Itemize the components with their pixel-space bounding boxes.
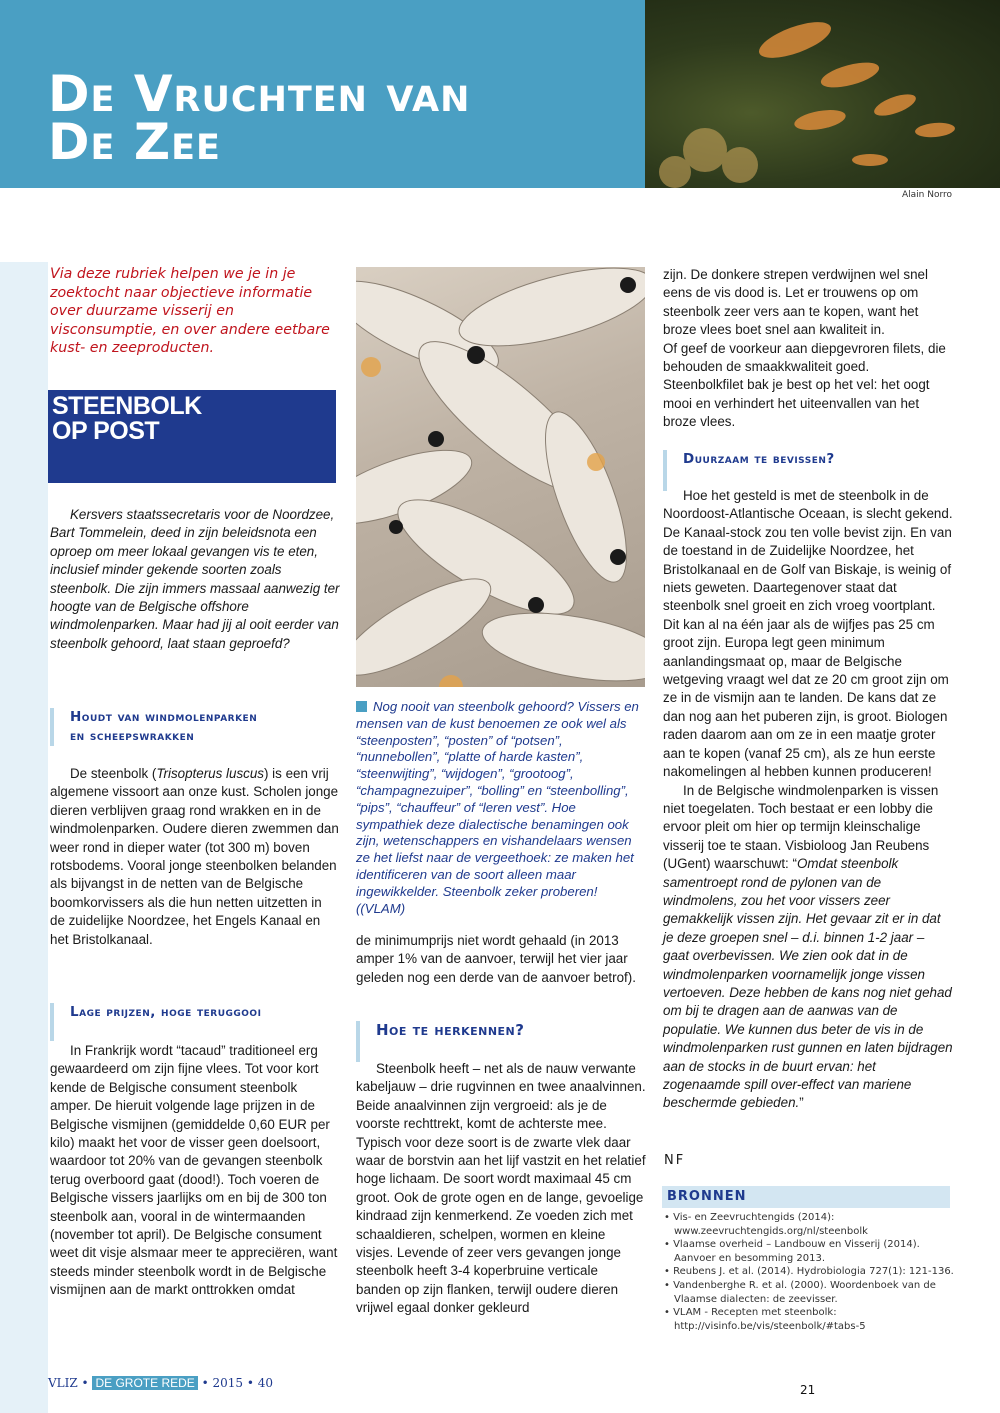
herkennen-paragraph-3: Of geef de voorkeur aan diepgevroren filets, die behouden de smaakkwaliteit goed. (663, 340, 946, 375)
source-item: • VLAM - Recepten met steenbolk: http://visinfo.be/vis/steenbolk/#tabs-5 (664, 1306, 954, 1333)
header-band (0, 0, 645, 188)
footer-org: VLIZ • (48, 1376, 89, 1390)
fish-school-illustration (645, 0, 1000, 188)
section-prijzen-continued (356, 932, 646, 987)
reubens-quote: Omdat steenbolk samentroept rond de pylonen van de windmolens, zou het voor vissers zeer gemakkelijk vissen zijn. Het gevaar zit er in dat je deze groepen snel – d.i. binnen 1-2 jaar – gaat overbevissen. We zien ook dat in de windmolenparken voornamelijk jonge vissen vertoeven. Deze hebben de kans nog niet gehad om bij te dragen aan de aanwas van de populatie. We kunnen dus beter de vis in de windmolenparken rust gunnen en laten bijdragen aan de stocks in de buurt ervan: het zogenaamde spill over-effect van mariene beschermde gebieden. (663, 856, 953, 1111)
sources-heading: BRONNEN (662, 1186, 950, 1208)
author-signature: NF (664, 1153, 686, 1168)
fish-pile-illustration (356, 267, 645, 687)
heading-hoe-te-herkennen-text: Hoe te herkennen? (376, 1021, 525, 1039)
section-herkennen-body (356, 1060, 646, 1318)
source-item: • Vis- en Zeevruchtengids (2014): www.zeevruchtengids.org/nl/steenbolk (664, 1211, 954, 1238)
heading-lage-prijzen (50, 1003, 345, 1041)
duurzaam-paragraph-1: Hoe het gesteld is met de steenbolk in de Noordoost-Atlantische Oceaan, is slecht gekend. De Kanaal-stock zou ten volle bevist zijn. En van de toestand in de Zuidelijke Noordzee, het Bristolkanaal en de Golf van Biskaje, is weinig of niets geweten. Daartegenover staat dat steenbolk snel groeit en zich vroeg voortplant. Dit kan al na één jaar als de wijfjes pas 25 cm groot zijn. Europa legt geen minimum aanlandingsmaat op, maar de Belgische wetgeving vraagt wel dat ze 20 cm groot zijn om ze in de vismijn aan te landen. De kans dat ze dan nog aan het puberen zijn, is groot. Biologen raden daarom aan om ze in een maatje groter aan te kopen (vanaf 25 cm), als ze hun eerste nakomelingen al hebben kunnen produceren! (663, 488, 953, 780)
section-windmolenparken-body (50, 765, 340, 949)
article-title-box (48, 390, 336, 483)
herkennen-paragraph-1: Steenbolk heeft – net als de nauw verwante kabeljauw – drie rugvinnen en twee anaalvinnen. Beide anaalvinnen zijn vergroeid: als je de voorste rechttrekt, komt de achterste mee. Typisch voor deze soort is de zwarte vlek daar waar de borstvin aan het lijf vastzit en het relatief hoge lichaam. De soort wordt maximaal 45 cm groot. Ook de grote ogen en de lange, gevoelige kindraad zijn kenmerkend. Ze voeden zich met schaaldieren, schelpen, wormen en kleine visjes. Levende of zeer vers gevangen jonge steenbolk heeft 3-4 koperbruine verticale banden op zijn flanken, terwijl oudere dieren vrijwel egaal donker gekleurd (356, 1061, 646, 1316)
prijzen-paragraph-1: In Frankrijk wordt “tacaud” traditioneel erg gewaardeerd om zijn fijne vlees. Tot voor kort kende de Belgische consument steenbolk amper. De hieruit volgende lage prijzen in de Belgische vismijnen (gemiddelde 0,60 EUR per kilo) maakt het voor de visser geen doelsoort, waardoor tot 20% van de gevangen steenbolk terug overboord gaat (dood!). Toch voeren de Belgische vissers jaarlijks om en bij de 300 ton steenbolk aan, vooral in de wintermaanden (november tot april). De Belgische consument weet dit visje alsmaar meer te appreciëren, want steeds minder steenbolk wordt in de Belgische vismijnen aan de markt onttrokken omdat (50, 1043, 338, 1298)
footer-issue: • 2015 • 40 (201, 1376, 274, 1390)
sources-list (664, 1211, 954, 1333)
heading-hoe-te-herkennen (356, 1021, 646, 1062)
photo-caption (356, 699, 646, 917)
article-title-line2: OP POST (52, 417, 160, 445)
intro-text: Via deze rubriek helpen we je in je zoektocht naar objectieve informatie over duurzame visserij en visconsumptie, en over andere eetbare kust- en zeeproducten. (50, 266, 330, 356)
heading-duurzaam-text: Duurzaam te bevissen? (683, 451, 835, 467)
caption-text: Nog nooit van steenbolk gehoord? Vissers en mensen van de kust benoemen ze ook wel als “steenposten”, “posten” of “potsen”, “nunnebollen”, “platte of harde kasten”, “steenwijting”, “wijdogen”, “grootoog”, “champagnezuiper”, “bolling” en “steenbolling”, “pips”, “chauffeur” of “leren vest”. Hoe sympathiek deze dialectische benamingen ook zijn, wetenschappers en vishandelaars wensen ze het liefst naar de vergeethoek: ze maken het identificeren van de soort alleen maar ingewikkelder. Steenbolk zeker proberen! ((VLAM) (356, 699, 639, 916)
left-margin-strip (0, 262, 48, 1413)
duurzaam-paragraph-2: In de Belgische windmolenparken is vissen niet toegelaten. Toch bestaat er een lobby die ervoor pleit om hier op termijn kleinschalige visserij toe te staan. Visbioloog Jan Reubens (UGent) waarschuwt: “Omdat steenbolk samentroept rond de pylonen van de windmolens, zou het voor vissers zeer gemakkelijk vissen zijn. Het gevaar zit er in dat je deze groepen snel – d.i. binnen 1-2 jaar – gaat overbevissen. We zien ook dat in de windmolenparken voornamelijk jonge vissen vertoeven. Deze hebben de kans nog niet gehad om bij te dragen aan de aanwas van de populatie. We kunnen dus beter de vis in de windmolenparken rust gunnen en laten bijdragen aan de stocks in de buurt ervan: het zogenaamde spill over-effect van mariene beschermde gebieden.” (663, 782, 953, 1111)
heading-lage-prijzen-text: Lage prijzen, hoge teruggooi (70, 1004, 262, 1020)
windmolen-paragraph: De steenbolk (Trisopterus luscus) is een vrij algemene vissoort aan onze kust. Scholen jonge dieren verblijven graag rond wrakken en in de windmolenparken. Oudere dieren zwemmen dan weer rond in dieper water (tot 300 m) boven rotsbodems. Vooral jonge steenbolken belanden als bijvangst in de netten van de Belgische boomkorvissers als die hun netten uitzetten in de zuidelijke Noordzee, het Engels Kanaal en het Bristolkanaal. (50, 766, 339, 947)
fish-pile-photo (356, 267, 645, 687)
lead-paragraph (50, 506, 340, 653)
page-number: 21 (800, 1383, 816, 1397)
section-duurzaam-body (663, 487, 953, 1113)
heading-duurzaam-te-bevissen (663, 450, 953, 491)
source-item: • Vandenberghe R. et al. (2000). Woordenboek van de Vlaamse dialecten: de zeevisser. (664, 1279, 954, 1306)
header-photo-fish-in-water (645, 0, 1000, 188)
herkennen-paragraph-4: Steenbolkfilet bak je best op het vel: het oogt mooi en verhindert het uiteenvallen van het broze vlees. (663, 377, 930, 430)
article-title-line1: STEENBOLK (52, 392, 202, 420)
page-title: De Vruchten van De Zee (48, 65, 471, 171)
lead-text: Kersvers staatssecretaris voor de Noordzee, Bart Tommelein, deed in zijn beleidsnota een oproep om meer lokaal gevangen vis te eten, inclusief minder gekende soorten zoals steenbolk. Die zijn immers massaal aanwezig ter hoogte van de Belgische offshore windmolenparken. Maar had jij al ooit eerder van steenbolk gehoord, laat staan geproefd? (50, 507, 340, 651)
section-prijzen-body (50, 1042, 340, 1300)
footer-magazine: DE GROTE REDE (92, 1376, 197, 1390)
species-name: Trisopterus luscus (156, 766, 264, 781)
heading-windmolenparken-line2: en scheepswrakken (70, 728, 195, 744)
heading-windmolenparken-line1: Houdt van windmolenparken (70, 709, 258, 725)
herkennen-paragraph-2: zijn. De donkere strepen verdwijnen wel snel eens de vis dood is. Let er trouwens op om steenbolk zeer vers aan te kopen, want het broze vlees boet snel aan kwaliteit in. (663, 267, 928, 338)
heading-windmolenparken (50, 708, 345, 746)
source-item: • Vlaamse overheid – Landbouw en Visserij (2014). Aanvoer en besomming 2013. (664, 1238, 954, 1265)
caption-marker-icon (356, 701, 367, 712)
source-item: • Reubens J. et al. (2014). Hydrobiologia 727(1): 121-136. (664, 1265, 954, 1279)
section-herkennen-continued (663, 266, 953, 432)
prijzen-paragraph-2: de minimumprijs niet wordt gehaald (in 2013 amper 1% van de aanvoer, terwijl het vier jaar geleden nog een derde van de aanvoer betrof). (356, 933, 636, 985)
footer-publication (48, 1376, 273, 1390)
photo-credit: Alain Norro (901, 190, 952, 200)
